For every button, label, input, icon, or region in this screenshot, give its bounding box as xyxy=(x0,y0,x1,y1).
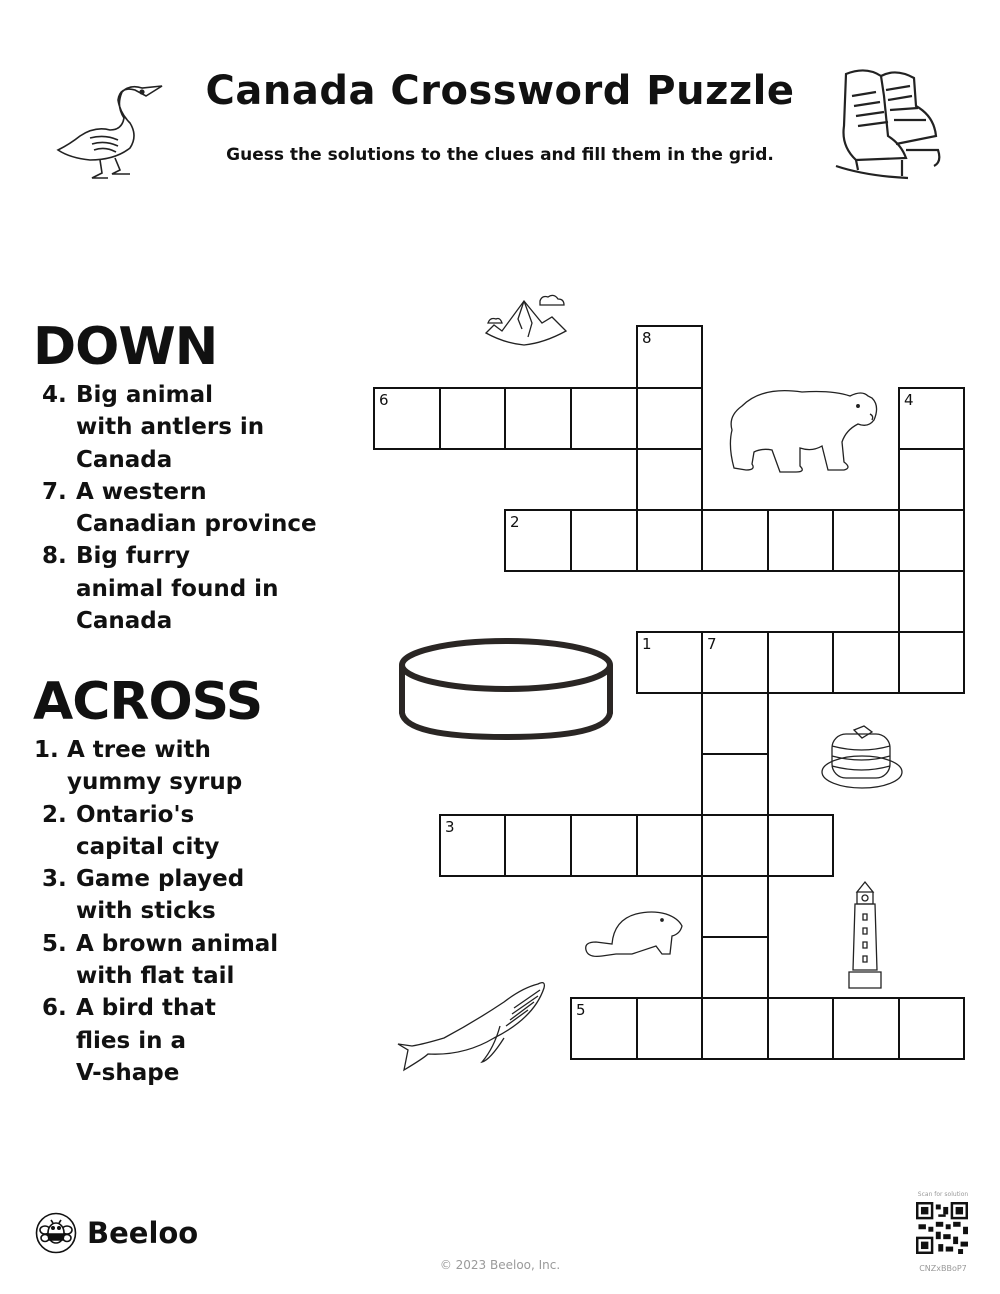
clue-number: 4. xyxy=(42,382,67,408)
across-clue-1 xyxy=(34,734,278,799)
across-clue-6 xyxy=(42,992,278,1089)
across-clue-list xyxy=(34,734,278,1089)
grid-cell[interactable] xyxy=(636,387,703,450)
qr-code-text: CNZxBBoP7 xyxy=(919,1264,967,1273)
across-clue-2 xyxy=(42,799,278,864)
brand-logo xyxy=(35,1212,198,1254)
grid-cell[interactable] xyxy=(636,448,703,511)
ice-skates-icon xyxy=(826,66,946,186)
grid-cell[interactable] xyxy=(701,814,769,877)
grid-cell[interactable] xyxy=(898,509,965,572)
grid-cell[interactable] xyxy=(504,509,572,572)
grid-cell[interactable] xyxy=(570,509,638,572)
grid-cell[interactable] xyxy=(701,509,769,572)
page-title: Canada Crossword Puzzle xyxy=(205,68,795,114)
grid-cell[interactable] xyxy=(898,631,965,694)
grid-cell[interactable] xyxy=(701,631,769,694)
qr-label: Scan for solution xyxy=(917,1191,969,1198)
grid-cell[interactable] xyxy=(636,997,703,1060)
cell-number: 2 xyxy=(510,513,520,531)
grid-cell[interactable] xyxy=(701,875,769,938)
grid-cell[interactable] xyxy=(570,997,638,1060)
across-clue-5 xyxy=(42,928,278,993)
down-clue-7 xyxy=(42,476,317,541)
qr-code-icon[interactable] xyxy=(916,1202,968,1254)
down-clue-list xyxy=(42,379,317,637)
grid-cell[interactable] xyxy=(767,997,834,1060)
clue-text: Big animal with antlers in Canada xyxy=(76,382,265,473)
grid-cell[interactable] xyxy=(504,814,572,877)
grid-cell[interactable] xyxy=(701,692,769,755)
grid-cell[interactable] xyxy=(701,997,769,1060)
grid-cell[interactable] xyxy=(898,387,965,450)
cell-number: 4 xyxy=(904,391,914,409)
page-subtitle: Guess the solutions to the clues and fill them in the grid. xyxy=(226,145,774,165)
brand-name: Beeloo xyxy=(87,1216,199,1250)
grid-cell[interactable] xyxy=(701,753,769,816)
grid-cell[interactable] xyxy=(373,387,441,450)
beaver-icon xyxy=(582,906,692,966)
grid-cell[interactable] xyxy=(570,387,638,450)
across-heading: ACROSS xyxy=(33,672,263,732)
cell-number: 3 xyxy=(445,818,455,836)
bee-logo-icon xyxy=(35,1212,77,1254)
grid-cell[interactable] xyxy=(439,387,506,450)
clue-text: Big furry animal found in Canada xyxy=(76,543,279,635)
grid-cell[interactable] xyxy=(767,631,834,694)
clue-number: 8. xyxy=(42,543,67,570)
pancakes-icon xyxy=(818,722,908,792)
across-clue-3 xyxy=(42,863,278,928)
grid-cell[interactable] xyxy=(504,387,572,450)
whale-icon xyxy=(394,978,554,1078)
grid-cell[interactable] xyxy=(636,509,703,572)
clue-text: A tree with yummy syrup xyxy=(67,737,243,796)
down-clue-4 xyxy=(42,379,317,476)
clue-text: A bird that flies in a V-shape xyxy=(76,995,216,1086)
grid-cell[interactable] xyxy=(439,814,506,877)
clue-number: 3. xyxy=(42,866,67,893)
clue-number: 1. xyxy=(34,737,59,763)
grid-cell[interactable] xyxy=(898,997,965,1060)
clue-number: 2. xyxy=(42,801,67,828)
grid-cell[interactable] xyxy=(636,325,703,389)
clue-text: Game played with sticks xyxy=(76,866,245,925)
mountains-icon xyxy=(484,293,592,353)
clue-text: A western Canadian province xyxy=(76,478,317,538)
grid-cell[interactable] xyxy=(898,570,965,633)
clue-text: A brown animal with flat tail xyxy=(76,930,279,990)
clue-number: 7. xyxy=(42,478,67,505)
grid-cell[interactable] xyxy=(767,509,834,572)
copyright-text: © 2023 Beeloo, Inc. xyxy=(439,1258,561,1272)
hockey-puck-icon xyxy=(396,637,616,742)
clue-number: 6. xyxy=(42,995,67,1022)
clue-text: Ontario's capital city xyxy=(76,801,220,860)
grid-cell[interactable] xyxy=(636,814,703,877)
cell-number: 8 xyxy=(642,329,652,347)
lighthouse-icon xyxy=(845,880,885,992)
down-heading: DOWN xyxy=(33,317,218,377)
polar-bear-icon xyxy=(722,386,884,478)
grid-cell[interactable] xyxy=(767,814,834,877)
grid-cell[interactable] xyxy=(832,631,900,694)
grid-cell[interactable] xyxy=(636,631,703,694)
grid-cell[interactable] xyxy=(898,448,965,511)
grid-cell[interactable] xyxy=(832,509,900,572)
down-clue-8 xyxy=(42,540,317,637)
cell-number: 6 xyxy=(379,391,389,409)
goose-icon xyxy=(50,78,175,183)
cell-number: 1 xyxy=(642,635,652,653)
grid-cell[interactable] xyxy=(701,936,769,999)
grid-cell[interactable] xyxy=(832,997,900,1060)
cell-number: 5 xyxy=(576,1001,586,1019)
grid-cell[interactable] xyxy=(570,814,638,877)
clue-number: 5. xyxy=(42,930,67,957)
cell-number: 7 xyxy=(707,635,717,653)
